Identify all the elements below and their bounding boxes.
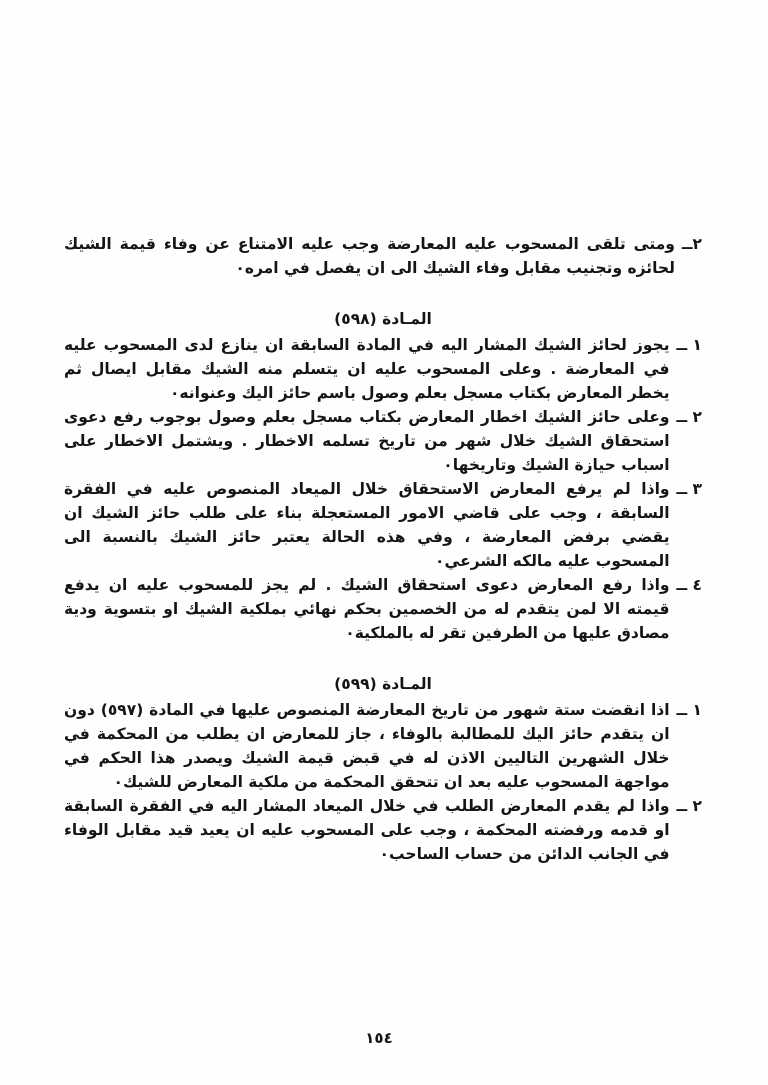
article-598-clause-1 bbox=[64, 333, 702, 405]
intro-clause bbox=[64, 232, 702, 280]
intro-clause-text: ومتى تلقى المسحوب عليه المعارضة وجب عليه الامتناع عن وفاء قيمة الشيك لحائزه وتجنيب مقابل وفاء الشيك الى ان يفصل في امره٠ bbox=[64, 235, 675, 277]
article-599-title: المـادة (٥٩٩) bbox=[334, 675, 432, 693]
clause-marker: ٤ ــ bbox=[676, 576, 702, 594]
clause-text: يجوز لحائز الشيك المشار اليه في المادة السابقة ان ينازع لدى المسحوب عليه في المعارضة . وعلى المسحوب عليه ان يتسلم منه الشيك مقابل ايصال ثم يخطر المعارض بكتاب مسجل بعلم وصول باسم حائز اليك وعنوانه٠ bbox=[64, 336, 670, 402]
clause-text: واذا رفع المعارض دعوى استحقاق الشيك . لم يجز للمسحوب عليه ان يدفع قيمته الا لمن يتقدم له من الخصمين بحكم نهائي بملكية الشيك او بتسوية ودية مصادق عليها من الطرفين تقر له بالملكية٠ bbox=[64, 576, 670, 642]
clause-marker: ١ ــ bbox=[676, 701, 702, 719]
clause-text: اذا انقضت ستة شهور من تاريخ المعارضة المنصوص عليها في المادة (٥٩٧) دون ان يتقدم حائز اليك للمطالبة بالوفاء ، جاز للمعارض ان يطلب من المحكمة في خلال الشهرين التاليين الاذن له في قبض قيمة الشيك ويصدر هذا الحكم في مواجهة المسحوب عليه بعد ان تتحقق المحكمة من ملكية المعارض للشيك٠ bbox=[64, 701, 670, 791]
page-number: ١٥٤ bbox=[365, 1029, 393, 1047]
article-598-clause-2 bbox=[64, 405, 702, 477]
article-598-clause-3 bbox=[64, 477, 702, 573]
article-599-clause-1 bbox=[64, 698, 702, 794]
clause-marker: ١ ــ bbox=[676, 336, 702, 354]
clause-marker: ٢ ــ bbox=[676, 408, 702, 426]
article-598-clause-4 bbox=[64, 573, 702, 645]
clause-text: واذا لم يقدم المعارض الطلب في خلال الميعاد المشار اليه في الفقرة السابقة او قدمه ورفضته المحكمة ، وجب على المسحوب عليه ان يعيد قيد مقابل الوفاء في الجانب الدائن من حساب الساحب٠ bbox=[64, 797, 670, 863]
clause-marker: ٢ ــ bbox=[676, 797, 702, 815]
clause-marker: ٣ ــ bbox=[676, 480, 702, 498]
legal-text-block bbox=[64, 232, 702, 866]
clause-text: وعلى حائز الشيك اخطار المعارض بكتاب مسجل بعلم وصول بوجوب رفع دعوى استحقاق الشيك خلال شهر من تاريخ تسلمه الاخطار . ويشتمل الاخطار على اسباب حيازة الشيك وتاريخها٠ bbox=[64, 408, 670, 474]
article-598-title: المـادة (٥٩٨) bbox=[334, 310, 432, 328]
clause-text: واذا لم يرفع المعارض الاستحقاق خلال الميعاد المنصوص عليه في الفقرة السابقة ، وجب على قاضي الامور المستعجلة بناء على طلب حائز الشيك ان يقضي برفض المعارضة ، وفي هذه الحالة يعتبر حائز الشيك بالنسبة الى المسحوب عليه مالكه الشرعي٠ bbox=[64, 480, 670, 570]
article-599-clause-2 bbox=[64, 794, 702, 866]
intro-clause-marker: ٢ــ bbox=[681, 235, 702, 253]
